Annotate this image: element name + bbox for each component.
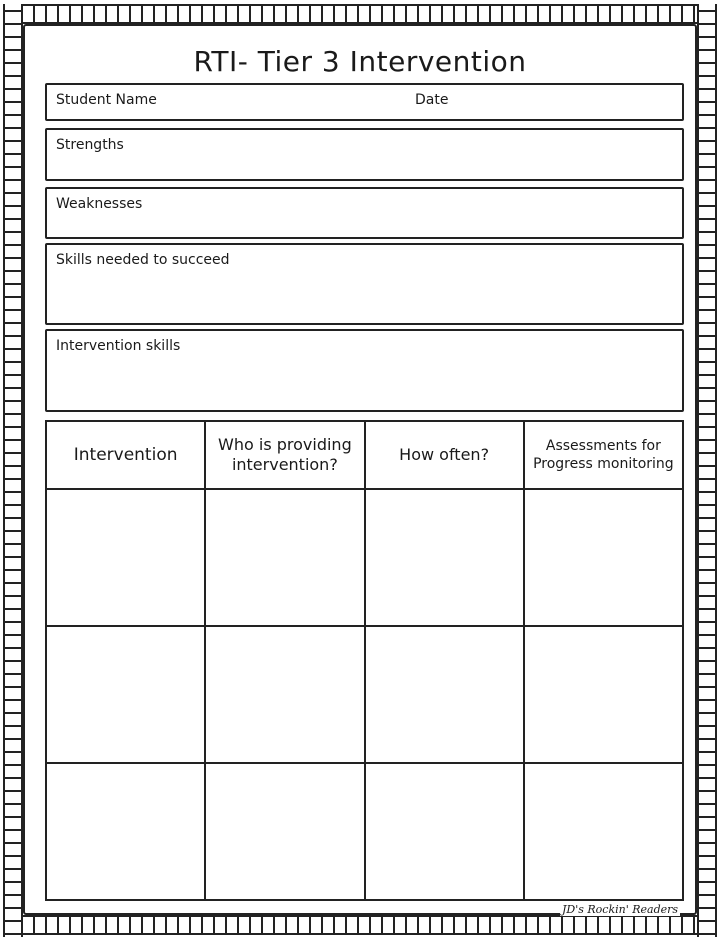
table-cell[interactable] xyxy=(365,489,524,626)
table-cell[interactable] xyxy=(524,626,683,763)
decorative-border-top xyxy=(4,4,716,24)
table-cell[interactable] xyxy=(365,763,524,900)
credit-signature: JD's Rockin' Readers xyxy=(562,903,679,916)
header-how-often: How often? xyxy=(365,421,524,489)
skills-needed-label: Skills needed to succeed xyxy=(56,252,230,268)
table-row xyxy=(46,626,683,763)
strengths-label: Strengths xyxy=(56,137,124,153)
table-cell[interactable] xyxy=(365,626,524,763)
table-cell[interactable] xyxy=(524,763,683,900)
intervention-skills-label: Intervention skills xyxy=(56,338,181,354)
page-title: RTI- Tier 3 Intervention xyxy=(193,45,527,78)
table-cell[interactable] xyxy=(524,489,683,626)
header-intervention: Intervention xyxy=(46,421,205,489)
table-cell[interactable] xyxy=(46,489,205,626)
header-who-providing: Who is providing intervention? xyxy=(205,421,364,489)
table-cell[interactable] xyxy=(205,489,364,626)
intervention-table xyxy=(45,420,684,901)
decorative-border-left xyxy=(3,4,23,937)
student-name-field[interactable] xyxy=(45,83,684,121)
decorative-border-bottom xyxy=(4,915,716,935)
weaknesses-field[interactable] xyxy=(45,187,684,239)
student-name-label: Student Name xyxy=(56,92,157,108)
table-row xyxy=(46,763,683,900)
table-cell[interactable] xyxy=(46,763,205,900)
table-cell[interactable] xyxy=(46,626,205,763)
intervention-skills-field[interactable] xyxy=(45,329,684,412)
skills-needed-field[interactable] xyxy=(45,243,684,325)
weaknesses-label: Weaknesses xyxy=(56,196,143,212)
table-cell[interactable] xyxy=(205,763,364,900)
header-assessments: Assessments for Progress monitoring xyxy=(524,421,683,489)
strengths-field[interactable] xyxy=(45,128,684,181)
date-label: Date xyxy=(415,92,449,108)
decorative-border-right xyxy=(697,4,717,937)
table-header-row xyxy=(46,421,683,489)
table-row xyxy=(46,489,683,626)
table-cell[interactable] xyxy=(205,626,364,763)
